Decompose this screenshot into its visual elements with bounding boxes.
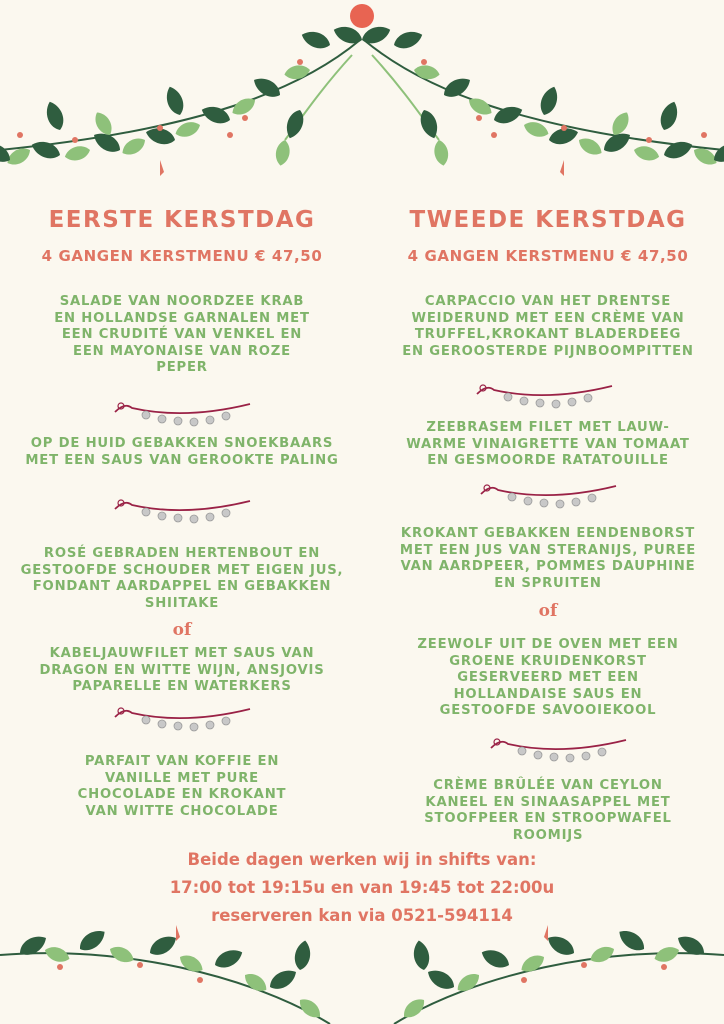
or-separator: of <box>172 620 192 640</box>
course-1: SALADE VAN NOORDZEE KRAB EN HOLLANDSE GARNALEN MET EEN CRUDITÉ VAN VENKEL EN EEN MAYONAISE VAN ROZE PEPER <box>54 294 310 375</box>
menu-price-subtitle: 4 GANGEN KERSTMENU € 47,50 <box>407 247 689 265</box>
column-title: EERSTE KERSTDAG <box>48 207 316 233</box>
course-1: CARPACCIO VAN HET DRENTSE WEIDERUND MET EEN CRÈME VAN TRUFFEL,KROKANT BLADERDEEG EN GEROOSTERDE PIJNBOOMPITTEN <box>402 294 694 359</box>
course-3: ROSÉ GEBRADEN HERTENBOUT EN GESTOOFDE SCHOUDER MET EIGEN JUS, FONDANT AARDAPPEL EN GEBAKKEN SHIITAKE <box>20 546 344 611</box>
reservation-phone: reserveren kan via 0521-594114 <box>211 906 513 925</box>
garland-divider <box>110 394 260 430</box>
garland-divider <box>486 730 636 766</box>
garland-divider <box>476 476 626 512</box>
course-4-dessert: PARFAIT VAN KOFFIE EN VANILLE MET PURE CHOCOLADE EN KROKANT VAN WITTE CHOCOLADE <box>77 754 287 819</box>
column-title: TWEEDE KERSTDAG <box>409 207 687 233</box>
course-2: OP DE HUID GEBAKKEN SNOEKBAARS MET EEN SAUS VAN GEROOKTE PALING <box>25 436 339 468</box>
menu-column-eerste-kerstdag <box>6 200 358 819</box>
course-3: KROKANT GEBAKKEN EENDENBORST MET EEN JUS VAN STERANIJS, PUREE VAN AARDPEER, POMMES DAUPHINE EN SPRUITEN <box>399 526 697 591</box>
course-3-alternative: ZEEWOLF UIT DE OVEN MET EEN GROENE KRUIDENKORST GESERVEERD MET EEN HOLLANDAISE SAUS EN GESTOOFDE SAVOOIEKOOL <box>417 637 679 718</box>
menu-price-subtitle: 4 GANGEN KERSTMENU € 47,50 <box>41 247 323 265</box>
shift-info-line-1: Beide dagen werken wij in shifts van: <box>187 850 537 869</box>
course-2: ZEEBRASEM FILET MET LAUW- WARME VINAIGRETTE VAN TOMAAT EN GESMOORDE RATATOUILLE <box>406 420 690 468</box>
top-foliage-decoration <box>0 0 724 200</box>
shift-times: 17:00 tot 19:15u en van 19:45 tot 22:00u <box>169 878 555 897</box>
bottom-foliage-decoration <box>0 905 724 1024</box>
or-separator: of <box>538 601 558 621</box>
garland-divider <box>110 491 260 527</box>
garland-divider <box>110 699 260 735</box>
course-3-alternative: KABELJAUWFILET MET SAUS VAN DRAGON EN WITTE WIJN, ANSJOVIS PAPARELLE EN WATERKERS <box>39 646 325 694</box>
garland-divider <box>472 376 622 412</box>
menu-column-tweede-kerstdag <box>372 200 724 843</box>
course-4-dessert: CRÈME BRÛLÉE VAN CEYLON KANEEL EN SINAASAPPEL MET STOOFPEER EN STROOPWAFEL ROOMIJS <box>424 778 672 843</box>
